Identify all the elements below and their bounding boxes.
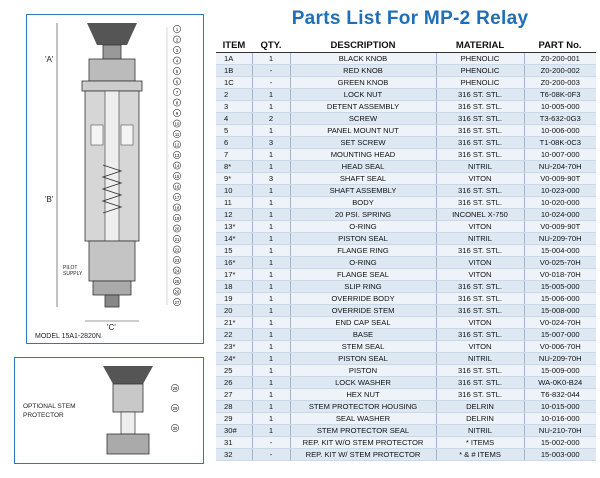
cell-material: 316 ST. STL. bbox=[436, 245, 524, 257]
cell-qty: - bbox=[252, 449, 290, 461]
cell-item: 24* bbox=[216, 353, 252, 365]
table-row bbox=[216, 185, 596, 197]
cell-qty: 1 bbox=[252, 329, 290, 341]
cell-description: O-RING bbox=[290, 257, 436, 269]
cell-part-no: 10-020-000 bbox=[524, 197, 596, 209]
header-part-no: PART No. bbox=[524, 38, 596, 53]
cell-item: 5 bbox=[216, 125, 252, 137]
cell-description: O-RING bbox=[290, 221, 436, 233]
table-row bbox=[216, 137, 596, 149]
cell-item: 13* bbox=[216, 221, 252, 233]
relay-drawing-svg bbox=[27, 15, 202, 342]
cell-qty: 1 bbox=[252, 269, 290, 281]
cell-item: 1C bbox=[216, 77, 252, 89]
cell-description: SEAL WASHER bbox=[290, 413, 436, 425]
cell-description: DETENT ASSEMBLY bbox=[290, 101, 436, 113]
header-item: ITEM bbox=[216, 38, 252, 53]
cell-item: 23* bbox=[216, 341, 252, 353]
cell-item: 1B bbox=[216, 65, 252, 77]
cell-part-no: T3-632-0G3 bbox=[524, 113, 596, 125]
override-body-shape bbox=[89, 241, 135, 281]
cell-part-no: 15-003-000 bbox=[524, 449, 596, 461]
table-row bbox=[216, 149, 596, 161]
cell-item: 16* bbox=[216, 257, 252, 269]
cell-description: FLANGE SEAL bbox=[290, 269, 436, 281]
cell-description: HEX NUT bbox=[290, 389, 436, 401]
cell-material: NITRIL bbox=[436, 161, 524, 173]
dim-b-label: 'B' bbox=[45, 195, 54, 204]
pilot-supply-label: PILOT SUPPLY bbox=[63, 265, 83, 277]
table-row bbox=[216, 377, 596, 389]
callout-number: 9 bbox=[175, 110, 179, 116]
table-row bbox=[216, 449, 596, 461]
cell-part-no: 15-006-000 bbox=[524, 293, 596, 305]
callout-number: 11 bbox=[174, 131, 180, 137]
panel-nut-shape bbox=[82, 81, 142, 91]
cell-qty: 3 bbox=[252, 137, 290, 149]
cell-item: 15 bbox=[216, 245, 252, 257]
table-row bbox=[216, 125, 596, 137]
callout-number: 14 bbox=[174, 163, 180, 169]
mounting-head-shape bbox=[89, 59, 135, 81]
cell-qty: - bbox=[252, 65, 290, 77]
cell-material: VITON bbox=[436, 341, 524, 353]
header-material: MATERIAL bbox=[436, 38, 524, 53]
cell-material: PHENOLIC bbox=[436, 77, 524, 89]
cell-item: 4 bbox=[216, 113, 252, 125]
table-row bbox=[216, 89, 596, 101]
cell-description: SHAFT ASSEMBLY bbox=[290, 185, 436, 197]
table-row bbox=[216, 257, 596, 269]
table-row bbox=[216, 353, 596, 365]
callout-number: 6 bbox=[175, 79, 179, 85]
cell-description: PISTON SEAL bbox=[290, 233, 436, 245]
table-row bbox=[216, 233, 596, 245]
cell-material: * & # ITEMS bbox=[436, 449, 524, 461]
table-row bbox=[216, 341, 596, 353]
cell-description: SHAFT SEAL bbox=[290, 173, 436, 185]
cell-part-no: NU-209-70H bbox=[524, 233, 596, 245]
cell-material: VITON bbox=[436, 317, 524, 329]
table-row bbox=[216, 401, 596, 413]
cell-material: 316 ST. STL. bbox=[436, 281, 524, 293]
cell-item: 29 bbox=[216, 413, 252, 425]
callout-number: 16 bbox=[174, 184, 180, 190]
cell-material: 316 ST. STL. bbox=[436, 329, 524, 341]
cell-description: OVERRIDE BODY bbox=[290, 293, 436, 305]
cell-material: 316 ST. STL. bbox=[436, 113, 524, 125]
table-row bbox=[216, 413, 596, 425]
cell-item: 30# bbox=[216, 425, 252, 437]
cell-description: 20 PSI. SPRING bbox=[290, 209, 436, 221]
callout-number: 1 bbox=[175, 26, 179, 32]
header-description: DESCRIPTION bbox=[290, 38, 436, 53]
callout-number: 19 bbox=[174, 215, 180, 221]
dim-a-label: 'A' bbox=[45, 55, 54, 64]
callout-number: 15 bbox=[174, 173, 180, 179]
callout-number: 24 bbox=[174, 268, 180, 274]
cell-description: END CAP SEAL bbox=[290, 317, 436, 329]
cell-qty: 1 bbox=[252, 125, 290, 137]
callout-number: 30 bbox=[172, 425, 178, 431]
cell-material: NITRIL bbox=[436, 353, 524, 365]
cell-description: SCREW bbox=[290, 113, 436, 125]
table-row bbox=[216, 293, 596, 305]
cell-item: 17* bbox=[216, 269, 252, 281]
cell-part-no: NU-204-70H bbox=[524, 161, 596, 173]
stem-caption: OPTIONAL STEM PROTECTOR bbox=[23, 403, 76, 419]
cell-material: NITRIL bbox=[436, 233, 524, 245]
hex-nut-shape bbox=[105, 295, 119, 307]
cell-part-no: 10-007-000 bbox=[524, 149, 596, 161]
cell-part-no: V0-024-70H bbox=[524, 317, 596, 329]
cell-material: 316 ST. STL. bbox=[436, 377, 524, 389]
cell-qty: 1 bbox=[252, 197, 290, 209]
cell-item: 25 bbox=[216, 365, 252, 377]
callout-number: 29 bbox=[172, 405, 178, 411]
cell-material: INCONEL X-750 bbox=[436, 209, 524, 221]
callout-number: 2 bbox=[175, 37, 179, 43]
table-row bbox=[216, 389, 596, 401]
cell-description: STEM PROTECTOR SEAL bbox=[290, 425, 436, 437]
cell-qty: 1 bbox=[252, 293, 290, 305]
cell-description: OVERRIDE STEM bbox=[290, 305, 436, 317]
cell-qty: 3 bbox=[252, 173, 290, 185]
cell-material: DELRIN bbox=[436, 413, 524, 425]
cell-description: RED KNOB bbox=[290, 65, 436, 77]
cell-qty: 1 bbox=[252, 365, 290, 377]
cell-part-no: Z0-200-002 bbox=[524, 65, 596, 77]
cell-part-no: Z0-200-001 bbox=[524, 53, 596, 65]
cell-part-no: 15-009-000 bbox=[524, 365, 596, 377]
cell-material: 316 ST. STL. bbox=[436, 389, 524, 401]
table-row bbox=[216, 53, 596, 65]
table-row bbox=[216, 77, 596, 89]
cell-item: 10 bbox=[216, 185, 252, 197]
cell-item: 14* bbox=[216, 233, 252, 245]
cell-description: LOCK WASHER bbox=[290, 377, 436, 389]
table-row bbox=[216, 305, 596, 317]
callout-number: 10 bbox=[174, 121, 180, 127]
model-caption: MODEL 15A1-2820N bbox=[35, 333, 101, 340]
cell-part-no: V0-018-70H bbox=[524, 269, 596, 281]
cell-description: LOCK NUT bbox=[290, 89, 436, 101]
cell-description: STEM PROTECTOR HOUSING bbox=[290, 401, 436, 413]
table-row bbox=[216, 329, 596, 341]
callout-number: 12 bbox=[174, 142, 180, 148]
cell-material: 316 ST. STL. bbox=[436, 89, 524, 101]
callout-number: 5 bbox=[175, 68, 179, 74]
cell-material: VITON bbox=[436, 221, 524, 233]
cell-material: 316 ST. STL. bbox=[436, 197, 524, 209]
callout-number: 21 bbox=[174, 236, 180, 242]
table-row bbox=[216, 113, 596, 125]
cell-part-no: 15-004-000 bbox=[524, 245, 596, 257]
cell-item: 31 bbox=[216, 437, 252, 449]
cell-part-no: NU-210-70H bbox=[524, 425, 596, 437]
stem-knob-shape bbox=[103, 366, 153, 384]
cell-material: 316 ST. STL. bbox=[436, 101, 524, 113]
cell-qty: 1 bbox=[252, 413, 290, 425]
stem-protector-drawing bbox=[14, 357, 204, 464]
cell-qty: - bbox=[252, 437, 290, 449]
cell-qty: 1 bbox=[252, 89, 290, 101]
cell-material: DELRIN bbox=[436, 401, 524, 413]
callout-number: 7 bbox=[175, 89, 179, 95]
callout-number: 3 bbox=[175, 47, 179, 53]
cell-qty: 1 bbox=[252, 353, 290, 365]
cell-qty: 1 bbox=[252, 257, 290, 269]
stem-callout-group bbox=[171, 384, 178, 431]
cell-material: * ITEMS bbox=[436, 437, 524, 449]
stem-seal-shape bbox=[107, 434, 149, 454]
cell-qty: - bbox=[252, 77, 290, 89]
cell-qty: 1 bbox=[252, 245, 290, 257]
table-row bbox=[216, 173, 596, 185]
cell-qty: 1 bbox=[252, 185, 290, 197]
table-row bbox=[216, 245, 596, 257]
callout-number: 8 bbox=[175, 100, 179, 106]
cell-qty: 1 bbox=[252, 425, 290, 437]
cell-description: FLANGE RING bbox=[290, 245, 436, 257]
cell-part-no: V0-025-70H bbox=[524, 257, 596, 269]
cell-qty: 1 bbox=[252, 209, 290, 221]
table-row bbox=[216, 437, 596, 449]
callout-number: 28 bbox=[172, 385, 178, 391]
cell-material: VITON bbox=[436, 173, 524, 185]
cell-description: SLIP RING bbox=[290, 281, 436, 293]
cell-description: BASE bbox=[290, 329, 436, 341]
cell-part-no: 10-005-000 bbox=[524, 101, 596, 113]
callout-group bbox=[173, 25, 180, 305]
port-shape bbox=[91, 125, 103, 145]
cell-qty: 1 bbox=[252, 101, 290, 113]
cell-item: 20 bbox=[216, 305, 252, 317]
callout-number: 25 bbox=[174, 278, 180, 284]
cell-item: 27 bbox=[216, 389, 252, 401]
cell-part-no: V0-009-90T bbox=[524, 173, 596, 185]
callout-number: 13 bbox=[174, 152, 180, 158]
cell-qty: 1 bbox=[252, 389, 290, 401]
cell-qty: 1 bbox=[252, 281, 290, 293]
table-header-row bbox=[216, 38, 596, 53]
cell-qty: 1 bbox=[252, 53, 290, 65]
cell-item: 32 bbox=[216, 449, 252, 461]
cell-description: BODY bbox=[290, 197, 436, 209]
cell-item: 6 bbox=[216, 137, 252, 149]
table-row bbox=[216, 161, 596, 173]
cell-material: 316 ST. STL. bbox=[436, 149, 524, 161]
cell-part-no: 10-024-000 bbox=[524, 209, 596, 221]
cell-qty: 1 bbox=[252, 305, 290, 317]
table-row bbox=[216, 101, 596, 113]
cell-item: 12 bbox=[216, 209, 252, 221]
cell-item: 19 bbox=[216, 293, 252, 305]
cell-material: VITON bbox=[436, 257, 524, 269]
callout-number: 4 bbox=[175, 58, 179, 64]
knob-shape bbox=[87, 23, 137, 45]
cell-material: VITON bbox=[436, 269, 524, 281]
table-row bbox=[216, 281, 596, 293]
cell-item: 8* bbox=[216, 161, 252, 173]
cell-part-no: Z0-200-003 bbox=[524, 77, 596, 89]
cell-description: STEM SEAL bbox=[290, 341, 436, 353]
parts-table bbox=[216, 38, 596, 461]
cell-description: REP. KIT W/ STEM PROTECTOR bbox=[290, 449, 436, 461]
callout-number: 20 bbox=[174, 226, 180, 232]
lock-nut-shape bbox=[103, 45, 121, 59]
cell-item: 7 bbox=[216, 149, 252, 161]
cell-description: PISTON bbox=[290, 365, 436, 377]
cell-item: 3 bbox=[216, 101, 252, 113]
cell-part-no: V0-009-90T bbox=[524, 221, 596, 233]
callout-number: 23 bbox=[174, 257, 180, 263]
cell-part-no: WA-0K0-B24 bbox=[524, 377, 596, 389]
cell-part-no: 15-007-000 bbox=[524, 329, 596, 341]
callout-number: 26 bbox=[174, 289, 180, 295]
cell-item: 22 bbox=[216, 329, 252, 341]
callout-number: 18 bbox=[174, 205, 180, 211]
cell-item: 26 bbox=[216, 377, 252, 389]
table-row bbox=[216, 365, 596, 377]
cell-material: PHENOLIC bbox=[436, 53, 524, 65]
cell-item: 11 bbox=[216, 197, 252, 209]
cell-item: 9* bbox=[216, 173, 252, 185]
cell-description: MOUNTING HEAD bbox=[290, 149, 436, 161]
cell-part-no: 10-023-000 bbox=[524, 185, 596, 197]
cell-part-no: 10-016-000 bbox=[524, 413, 596, 425]
cell-part-no: 15-005-000 bbox=[524, 281, 596, 293]
cell-material: NITRIL bbox=[436, 425, 524, 437]
cell-qty: 1 bbox=[252, 161, 290, 173]
table-row bbox=[216, 197, 596, 209]
cell-part-no: NU-209-70H bbox=[524, 353, 596, 365]
cell-item: 21* bbox=[216, 317, 252, 329]
dim-c-label: 'C' bbox=[107, 323, 116, 332]
cell-material: 316 ST. STL. bbox=[436, 125, 524, 137]
header-qty: QTY. bbox=[252, 38, 290, 53]
cell-description: PISTON SEAL bbox=[290, 353, 436, 365]
table-row bbox=[216, 65, 596, 77]
cell-part-no: T6-832-044 bbox=[524, 389, 596, 401]
cell-qty: 1 bbox=[252, 149, 290, 161]
callout-number: 17 bbox=[174, 194, 180, 200]
cell-description: HEAD SEAL bbox=[290, 161, 436, 173]
callout-number: 22 bbox=[174, 247, 180, 253]
table-row bbox=[216, 317, 596, 329]
parts-table-body bbox=[216, 53, 596, 461]
cell-qty: 1 bbox=[252, 233, 290, 245]
cell-description: GREEN KNOB bbox=[290, 77, 436, 89]
stem-housing-shape bbox=[113, 384, 143, 412]
page-title: Parts List For MP-2 Relay bbox=[291, 8, 529, 29]
cell-qty: 1 bbox=[252, 317, 290, 329]
cell-qty: 1 bbox=[252, 341, 290, 353]
cell-part-no: 10-006-000 bbox=[524, 125, 596, 137]
cell-qty: 1 bbox=[252, 401, 290, 413]
cell-material: PHENOLIC bbox=[436, 65, 524, 77]
port-shape bbox=[121, 125, 133, 145]
cell-material: 316 ST. STL. bbox=[436, 137, 524, 149]
cell-qty: 1 bbox=[252, 377, 290, 389]
table-row bbox=[216, 425, 596, 437]
relay-cross-section-drawing bbox=[26, 14, 204, 344]
cell-item: 18 bbox=[216, 281, 252, 293]
cell-description: PANEL MOUNT NUT bbox=[290, 125, 436, 137]
cell-material: 316 ST. STL. bbox=[436, 305, 524, 317]
cell-material: 316 ST. STL. bbox=[436, 293, 524, 305]
cell-part-no: T1-08K-0C3 bbox=[524, 137, 596, 149]
cell-part-no: 10-015-000 bbox=[524, 401, 596, 413]
table-row bbox=[216, 209, 596, 221]
cell-part-no: T6-08K-0F3 bbox=[524, 89, 596, 101]
table-row bbox=[216, 269, 596, 281]
cell-part-no: 15-008-000 bbox=[524, 305, 596, 317]
cell-description: REP. KIT W/O STEM PROTECTOR bbox=[290, 437, 436, 449]
cell-item: 2 bbox=[216, 89, 252, 101]
callout-number: 27 bbox=[174, 299, 180, 305]
base-shape bbox=[93, 281, 131, 295]
cell-item: 1A bbox=[216, 53, 252, 65]
cell-description: SET SCREW bbox=[290, 137, 436, 149]
table-row bbox=[216, 221, 596, 233]
stem-shaft-shape bbox=[121, 412, 135, 434]
cell-description: BLACK KNOB bbox=[290, 53, 436, 65]
cell-qty: 1 bbox=[252, 221, 290, 233]
cell-material: 316 ST. STL. bbox=[436, 185, 524, 197]
cell-part-no: 15-002-000 bbox=[524, 437, 596, 449]
cell-part-no: V0-006-70H bbox=[524, 341, 596, 353]
cell-material: 316 ST. STL. bbox=[436, 365, 524, 377]
cell-item: 28 bbox=[216, 401, 252, 413]
cell-qty: 2 bbox=[252, 113, 290, 125]
